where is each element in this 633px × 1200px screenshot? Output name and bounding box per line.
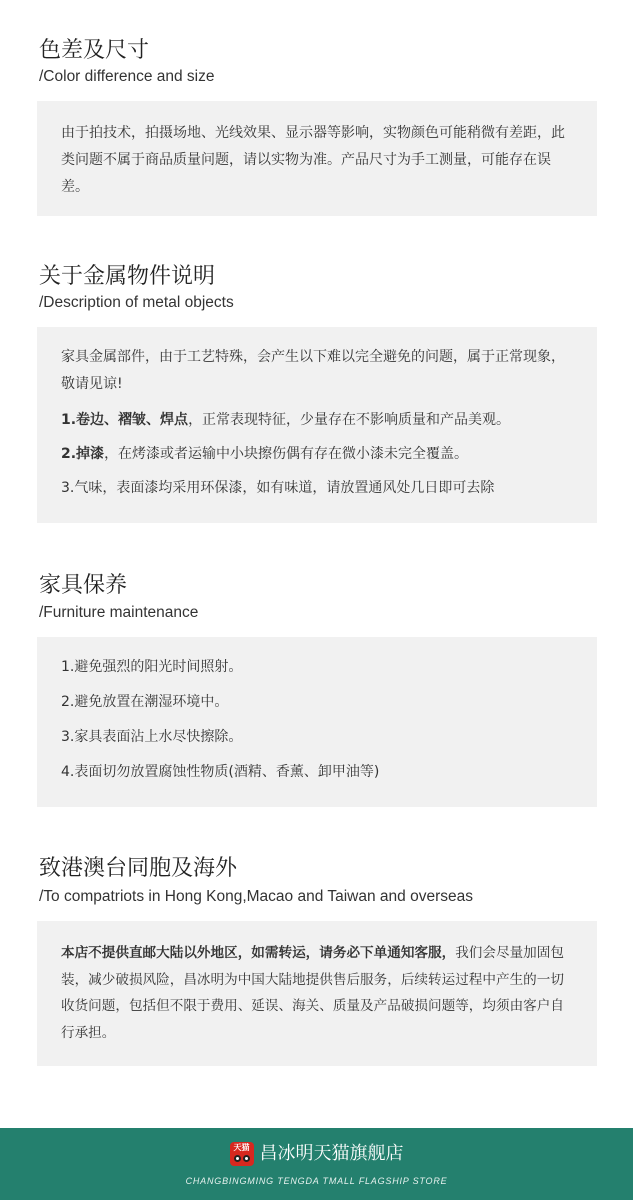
store-footer: [0, 1128, 633, 1200]
section-title: 家具保养: [39, 573, 128, 598]
store-name[interactable]: 昌冰明天猫旗舰店: [259, 1143, 404, 1164]
info-box: [37, 921, 597, 1066]
store-name-english: CHANGBINGMING TENGDA TMALL FLAGSHIP STORE: [185, 1176, 448, 1186]
info-intro: 家具金属部件，由于工艺特殊，会产生以下难以完全避免的问题，属于正常现象，敬请见谅!: [61, 349, 565, 392]
section-title: 关于金属物件说明: [39, 264, 216, 289]
item-text: ，在烤漆或者运输中小块擦伤偶有存在微小漆未完全覆盖。: [104, 446, 469, 462]
notice-body: 我们会尽量加固包装，减少破损风险，昌冰明为中国大陆地提供售后服务，后续转运过程中产生的一切收货问题，包括但不限于费用、延误、海关、质量及产品破损问题等，均须由客户自行承担。: [61, 945, 564, 1041]
tmall-logo-icon: [230, 1142, 254, 1166]
info-box: [37, 101, 597, 216]
logo-text: 天猫: [233, 1143, 250, 1152]
list-item: 1.避免强烈的阳光时间照射。: [61, 659, 243, 675]
info-box: [37, 327, 597, 523]
item-label: 2.掉漆: [61, 446, 105, 462]
info-box: [37, 637, 597, 807]
section-subtitle: /Color difference and size: [39, 68, 215, 85]
section-subtitle: /To compatriots in Hong Kong,Macao and Taiwan and overseas: [39, 888, 473, 905]
section-title: 色差及尺寸: [39, 38, 150, 63]
list-item: 3.家具表面沾上水尽快擦除。: [61, 729, 243, 745]
list-item: [61, 478, 573, 498]
section-subtitle: /Description of metal objects: [39, 294, 234, 311]
notice-lead: 本店不提供直邮大陆以外地区，如需转运，请务必下单通知客服，: [61, 945, 456, 961]
info-paragraph: 由于拍技术，拍摄场地、光线效果、显示器等影响，实物颜色可能稍微有差距，此类问题不属于商品质量问题，请以实物为准。产品尺寸为手工测量，可能存在误差。: [61, 125, 565, 195]
list-item: [61, 410, 573, 430]
item-label: 3.气味: [61, 480, 103, 496]
item-label: 1.卷边、褶皱、焊点: [61, 412, 189, 428]
info-paragraph: [61, 940, 573, 1046]
item-text: ，表面漆均采用环保漆，如有味道，请放置通风处几日即可去除: [102, 480, 495, 496]
brand-row: [0, 1142, 633, 1166]
section-title: 致港澳台同胞及海外: [39, 856, 238, 881]
section-subtitle: /Furniture maintenance: [39, 604, 199, 621]
list-item: [61, 444, 573, 464]
list-item: 2.避免放置在潮湿环境中。: [61, 694, 229, 710]
item-text: ，正常表现特征，少量存在不影响质量和产品美观。: [188, 412, 511, 428]
list-item: 4.表面切勿放置腐蚀性物质(酒精、香薰、卸甲油等): [61, 764, 380, 780]
